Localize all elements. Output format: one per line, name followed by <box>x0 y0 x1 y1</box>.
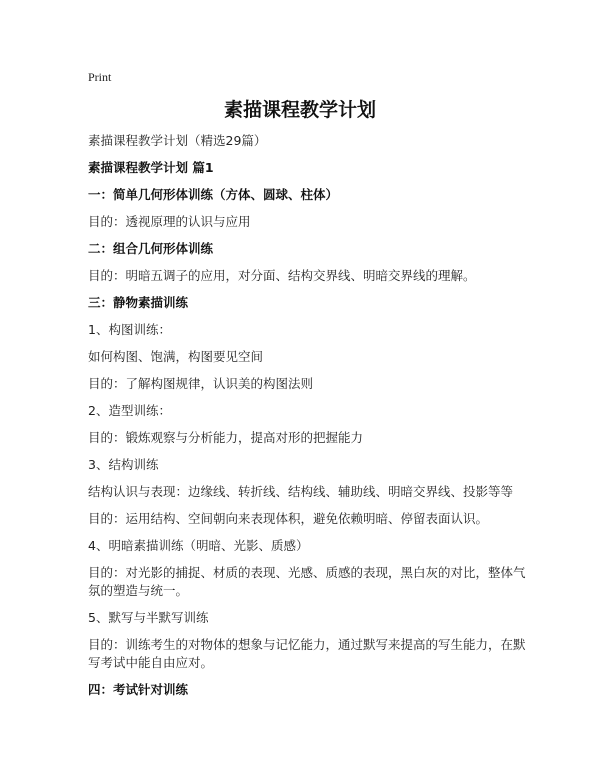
print-link[interactable]: Print <box>88 70 112 84</box>
document-subtitle: 素描课程教学计划（精选29篇） <box>88 133 267 148</box>
paragraph: 结构认识与表现：边缘线、转折线、结构线、辅助线、明暗交界线、投影等等 <box>88 484 514 499</box>
paragraph: 5、默写与半默写训练 <box>88 610 209 625</box>
paragraph: 目的：明暗五调子的应用，对分面、结构交界线、明暗交界线的理解。 <box>88 268 476 283</box>
paragraph: 目的：运用结构、空间朝向来表现体积，避免依赖明暗、停留表面认识。 <box>88 511 489 526</box>
paragraph: 目的：了解构图规律，认识美的构图法则 <box>88 376 314 391</box>
page-title: 素描课程教学计划 <box>223 99 376 121</box>
paragraph: 如何构图、饱满，构图要见空间 <box>88 349 264 364</box>
heading-three: 三：静物素描训练 <box>88 295 189 310</box>
paragraph: 目的：训练考生的对物体的想象与记忆能力，通过默写来提高的写生能力，在默写考试中能自由应对。 <box>88 637 526 670</box>
paragraph: 目的：透视原理的认识与应用 <box>88 214 251 229</box>
paragraph: 目的：锻炼观察与分析能力，提高对形的把握能力 <box>88 430 364 445</box>
paragraph: 目的：对光影的捕捉、材质的表现、光感、质感的表现，黑白灰的对比，整体气氛的塑造与统一。 <box>88 565 526 598</box>
paragraph: 3、结构训练 <box>88 457 159 472</box>
paragraph: 4、明暗素描训练（明暗、光影、质感） <box>88 538 309 553</box>
paragraph: 2、造型训练： <box>88 403 171 418</box>
heading-four: 四：考试针对训练 <box>88 682 189 697</box>
paragraph: 1、构图训练： <box>88 322 171 337</box>
heading-two: 二：组合几何形体训练 <box>88 241 214 256</box>
heading-one: 一：简单几何形体训练（方体、圆球、柱体） <box>88 187 339 202</box>
section-heading: 素描课程教学计划 篇1 <box>88 160 214 175</box>
